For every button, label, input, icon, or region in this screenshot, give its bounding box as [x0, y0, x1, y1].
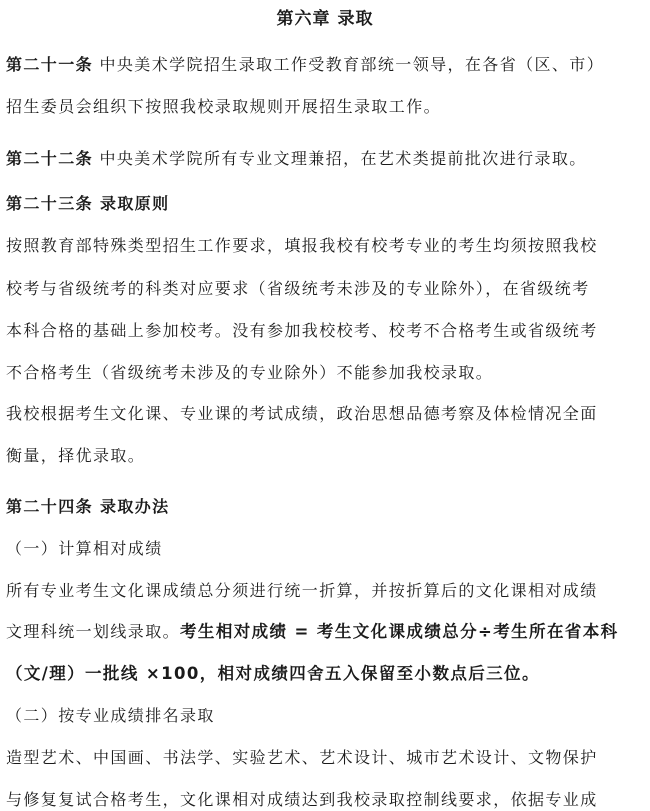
article-22-label: 第二十二条	[6, 149, 94, 168]
article-24-heading: 第二十四条 录取办法	[6, 497, 170, 516]
relative-score-formula-cont: （文/理）一批线 ×100，相对成绩四舍五入保留至小数点后三位。	[6, 664, 540, 683]
article-24-p1-line-1: 所有专业考生文化课成绩总分须进行统一折算，并按折算后的文化课相对成绩	[6, 581, 598, 600]
article-24-p1-line-2-plain: 文理科统一划线录取。	[6, 622, 181, 641]
article-23-p1-line-1: 按照教育部特殊类型招生工作要求，填报我校有校考专业的考生均须按照我校	[6, 236, 598, 255]
article-23-p1-line-3: 本科合格的基础上参加校考。没有参加我校校考、校考不合格考生或省级统考	[6, 321, 598, 340]
article-21-line-1	[6, 54, 646, 76]
article-22-line-1	[6, 148, 646, 170]
article-23-p1-line-4: 不合格考生（省级统考未涉及的专业除外）不能参加我校录取。	[6, 363, 494, 382]
article-23-p2-line-2: 衡量，择优录取。	[6, 446, 146, 465]
chapter-title: 第六章 录取	[276, 9, 374, 29]
article-23-heading: 第二十三条 录取原则	[6, 194, 170, 213]
article-24-sub-2: （二）按专业成绩排名录取	[6, 706, 215, 725]
article-22-text-1: 中央美术学院所有专业文理兼招，在艺术类提前批次进行录取。	[93, 149, 587, 168]
article-21-text-1: 中央美术学院招生录取工作受教育部统一领导，在各省（区、市）	[93, 55, 605, 74]
article-23-p2-line-1: 我校根据考生文化课、专业课的考试成绩，政治思想品德考察及体检情况全面	[6, 404, 598, 423]
article-24-sub-1: （一）计算相对成绩	[6, 539, 163, 558]
article-24-p1-line-2	[6, 621, 646, 643]
article-24-p2-line-2: 与修复复试合格考生，文化课相对成绩达到我校录取控制线要求，依据专业成	[6, 790, 598, 809]
article-24-p2-line-1: 造型艺术、中国画、书法学、实验艺术、艺术设计、城市艺术设计、文物保护	[6, 748, 598, 767]
relative-score-formula: 考生相对成绩 = 考生文化课成绩总分÷考生所在省本科	[180, 622, 619, 641]
article-23-p1-line-2: 校考与省级统考的科类对应要求（省级统考未涉及的专业除外），在省级统考	[6, 279, 590, 298]
article-21-label: 第二十一条	[6, 55, 94, 74]
article-21-line-2: 招生委员会组织下按照我校录取规则开展招生录取工作。	[6, 97, 442, 116]
